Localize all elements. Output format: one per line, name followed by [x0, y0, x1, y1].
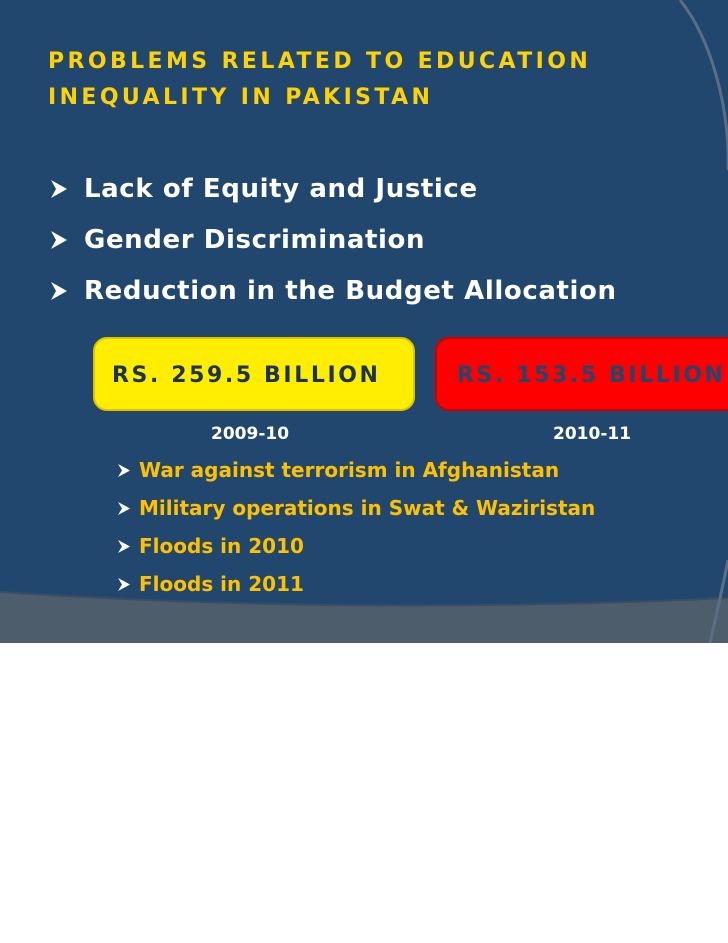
bullet-text: Reduction in the Budget Allocation — [84, 276, 617, 306]
reason-text: Floods in 2011 — [139, 572, 304, 596]
arrowhead-bullet-icon — [50, 281, 68, 301]
arrowhead-bullet-icon — [117, 577, 131, 592]
arrowhead-bullet-icon — [117, 539, 131, 554]
year-label-2009-10: 2009-10 — [211, 424, 290, 444]
slide-title — [48, 44, 728, 116]
arrowhead-bullet-icon — [117, 501, 131, 516]
reason-text: Military operations in Swat & Waziristan — [139, 496, 596, 520]
reason-item — [117, 455, 595, 493]
reason-bullet-list — [117, 455, 595, 607]
bullet-item — [50, 272, 617, 323]
bullet-text: Lack of Equity and Justice — [84, 174, 478, 204]
reason-text: War against terrorism in Afghanistan — [139, 458, 560, 482]
reason-item — [117, 493, 595, 531]
budget-box-2010-11: RS. 153.5 BILLION — [435, 337, 728, 411]
budget-box-2009-10: RS. 259.5 BILLION — [93, 337, 415, 411]
title-line-2: INEQUALITY IN PAKISTAN — [48, 85, 434, 110]
reason-item — [117, 569, 595, 607]
main-bullet-list — [50, 170, 617, 323]
reason-item — [117, 531, 595, 569]
year-label-2010-11: 2010-11 — [553, 424, 632, 444]
reason-text: Floods in 2010 — [139, 534, 304, 558]
bullet-item — [50, 221, 617, 272]
title-line-1: PROBLEMS RELATED TO EDUCATION — [48, 49, 592, 74]
bullet-text: Gender Discrimination — [84, 225, 426, 255]
bullet-item — [50, 170, 617, 221]
arrowhead-bullet-icon — [50, 179, 68, 199]
arrowhead-bullet-icon — [50, 230, 68, 250]
arrowhead-bullet-icon — [117, 463, 131, 478]
